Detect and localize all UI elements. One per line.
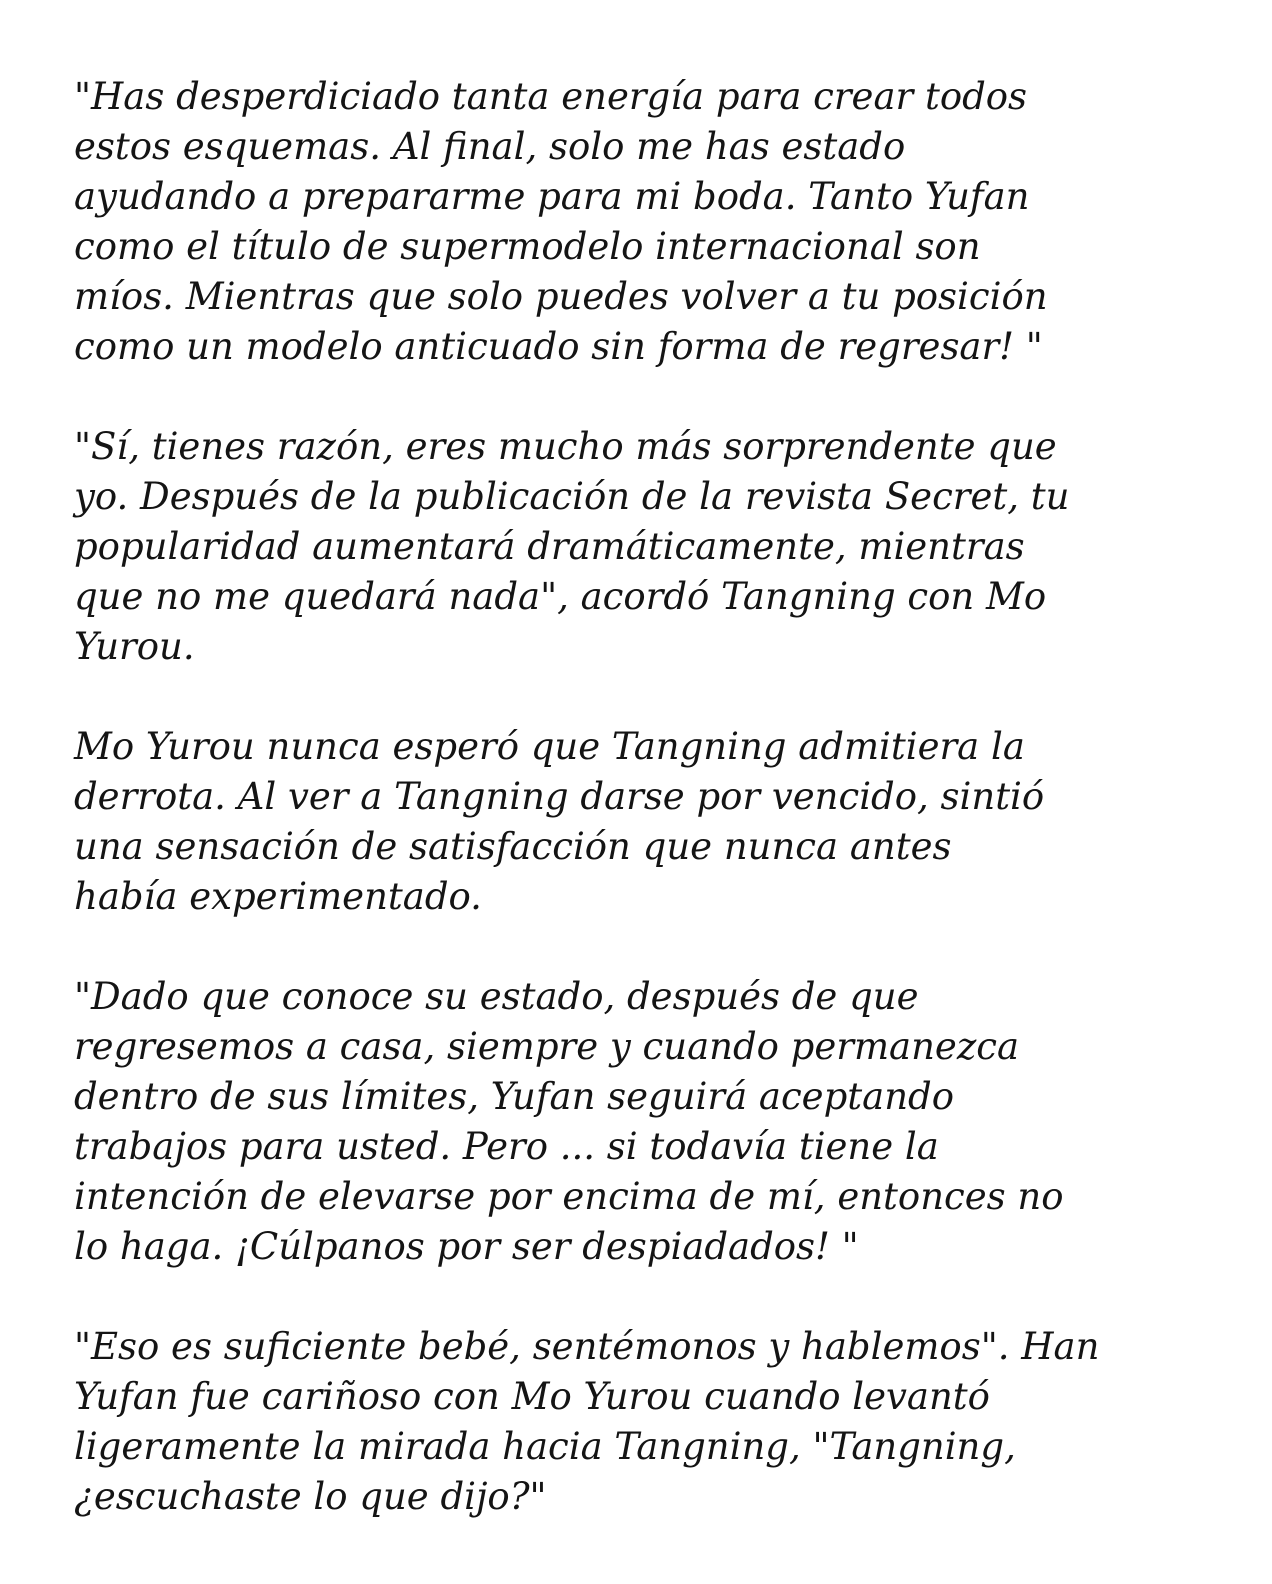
paragraph-4 — [74, 972, 1204, 1272]
text-line: había experimentado. — [74, 875, 482, 918]
text-line: "Dado que conoce su estado, después de que — [74, 975, 919, 1018]
text-line: como el título de supermodelo internacional son — [74, 225, 981, 268]
text-line: "Eso es suficiente bebé, sentémonos y hablemos". Han — [74, 1325, 1100, 1368]
paragraph-1 — [74, 72, 1204, 372]
text-line: como un modelo anticuado sin forma de regresar! " — [74, 325, 1043, 368]
text-line: "Has desperdiciado tanta energía para crear todos — [74, 75, 1028, 118]
text-line: míos. Mientras que solo puedes volver a tu posición — [74, 275, 1048, 318]
paragraph-3 — [74, 722, 1204, 922]
text-line: intención de elevarse por encima de mí, entonces no — [74, 1175, 1064, 1218]
text-line: que no me quedará nada", acordó Tangning con Mo — [74, 575, 1047, 618]
paragraph-5 — [74, 1322, 1204, 1522]
text-line: ¿escuchaste lo que dijo?" — [74, 1475, 547, 1518]
text-line: una sensación de satisfacción que nunca antes — [74, 825, 952, 868]
text-line: regresemos a casa, siempre y cuando permanezca — [74, 1025, 1020, 1068]
document-page — [74, 72, 1204, 1572]
text-line: trabajos para usted. Pero ... si todavía tiene la — [74, 1125, 939, 1168]
text-line: ayudando a prepararme para mi boda. Tanto Yufan — [74, 175, 1030, 218]
text-line: yo. Después de la publicación de la revista Secret, tu — [74, 475, 1070, 518]
text-line: Yurou. — [74, 625, 195, 668]
text-line: "Sí, tienes razón, eres mucho más sorprendente que — [74, 425, 1057, 468]
text-line: lo haga. ¡Cúlpanos por ser despiadados! " — [74, 1225, 859, 1268]
text-line: estos esquemas. Al final, solo me has estado — [74, 125, 906, 168]
paragraph-2 — [74, 422, 1204, 672]
text-line: Mo Yurou nunca esperó que Tangning admitiera la — [74, 725, 1025, 768]
text-line: derrota. Al ver a Tangning darse por vencido, sintió — [74, 775, 1045, 818]
text-line: popularidad aumentará dramáticamente, mientras — [74, 525, 1025, 568]
text-line: Yufan fue cariñoso con Mo Yurou cuando levantó — [74, 1375, 990, 1418]
text-line: ligeramente la mirada hacia Tangning, "Tangning, — [74, 1425, 1016, 1468]
text-line: dentro de sus límites, Yufan seguirá aceptando — [74, 1075, 954, 1118]
